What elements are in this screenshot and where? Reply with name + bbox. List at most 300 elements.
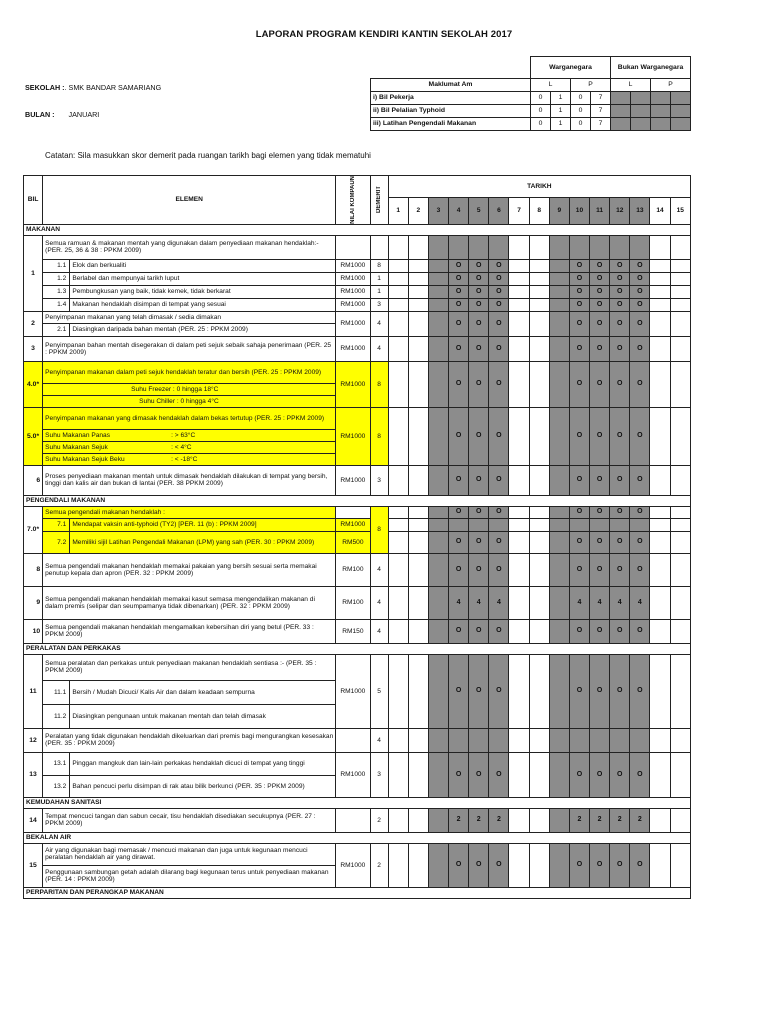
day-cell[interactable]: O <box>469 272 489 285</box>
day-cell[interactable] <box>670 506 690 518</box>
day-cell[interactable] <box>509 361 529 407</box>
day-cell[interactable]: O <box>489 506 509 518</box>
day-cell[interactable] <box>670 407 690 465</box>
day-cell[interactable]: O <box>610 843 630 887</box>
day-cell[interactable]: 2 <box>630 808 650 832</box>
day-cell[interactable] <box>650 728 670 752</box>
day-cell[interactable] <box>670 298 690 311</box>
day-cell[interactable]: O <box>569 654 589 728</box>
day-cell[interactable]: O <box>610 336 630 361</box>
day-cell[interactable]: O <box>489 654 509 728</box>
day-cell[interactable] <box>449 235 469 259</box>
day-cell[interactable]: O <box>590 336 610 361</box>
day-cell[interactable] <box>509 728 529 752</box>
day-cell[interactable]: O <box>610 465 630 495</box>
day-cell[interactable] <box>388 752 408 797</box>
day-cell[interactable]: O <box>569 619 589 643</box>
day-cell[interactable]: O <box>590 311 610 336</box>
day-cell[interactable] <box>650 531 670 553</box>
day-cell[interactable] <box>590 728 610 752</box>
day-cell[interactable] <box>549 728 569 752</box>
day-cell[interactable]: O <box>590 272 610 285</box>
day-cell[interactable]: O <box>590 506 610 518</box>
day-cell[interactable] <box>670 808 690 832</box>
day-cell[interactable] <box>509 808 529 832</box>
day-cell[interactable] <box>388 843 408 887</box>
day-cell[interactable]: O <box>449 619 469 643</box>
day-cell[interactable]: O <box>489 298 509 311</box>
day-cell[interactable] <box>428 518 448 531</box>
day-cell[interactable] <box>569 235 589 259</box>
day-cell[interactable]: O <box>449 553 469 586</box>
day-cell[interactable] <box>549 654 569 728</box>
day-cell[interactable] <box>670 285 690 298</box>
day-cell[interactable] <box>650 407 670 465</box>
day-cell[interactable]: O <box>590 531 610 553</box>
day-cell[interactable]: O <box>569 407 589 465</box>
day-cell[interactable] <box>509 531 529 553</box>
day-cell[interactable] <box>610 235 630 259</box>
day-cell[interactable] <box>509 285 529 298</box>
day-cell[interactable] <box>509 272 529 285</box>
day-cell[interactable] <box>650 298 670 311</box>
day-cell[interactable] <box>449 728 469 752</box>
day-cell[interactable]: O <box>630 272 650 285</box>
day-cell[interactable]: 4 <box>590 586 610 619</box>
day-cell[interactable] <box>388 298 408 311</box>
day-cell[interactable] <box>408 619 428 643</box>
day-cell[interactable] <box>408 272 428 285</box>
day-cell[interactable] <box>388 531 408 553</box>
day-cell[interactable] <box>489 518 509 531</box>
day-cell[interactable] <box>428 586 448 619</box>
day-cell[interactable]: O <box>449 407 469 465</box>
day-cell[interactable] <box>529 808 549 832</box>
day-cell[interactable] <box>529 465 549 495</box>
day-cell[interactable] <box>388 808 408 832</box>
day-cell[interactable]: O <box>489 285 509 298</box>
day-cell[interactable] <box>388 336 408 361</box>
day-cell[interactable]: O <box>569 336 589 361</box>
day-cell[interactable]: O <box>630 654 650 728</box>
day-cell[interactable] <box>549 586 569 619</box>
day-cell[interactable]: O <box>630 531 650 553</box>
day-cell[interactable]: O <box>569 553 589 586</box>
day-cell[interactable]: O <box>469 311 489 336</box>
day-cell[interactable] <box>549 843 569 887</box>
day-cell[interactable] <box>630 235 650 259</box>
day-cell[interactable] <box>549 553 569 586</box>
day-cell[interactable]: O <box>590 298 610 311</box>
day-cell[interactable]: 4 <box>469 586 489 619</box>
day-cell[interactable] <box>428 272 448 285</box>
day-cell[interactable]: O <box>449 311 469 336</box>
day-cell[interactable]: O <box>569 506 589 518</box>
day-cell[interactable] <box>428 506 448 518</box>
day-cell[interactable] <box>408 311 428 336</box>
day-cell[interactable] <box>670 259 690 272</box>
day-cell[interactable] <box>670 728 690 752</box>
day-cell[interactable] <box>650 235 670 259</box>
day-cell[interactable] <box>590 235 610 259</box>
day-cell[interactable]: O <box>469 336 489 361</box>
day-cell[interactable] <box>650 752 670 797</box>
day-cell[interactable] <box>428 531 448 553</box>
day-cell[interactable]: 2 <box>610 808 630 832</box>
day-cell[interactable] <box>388 259 408 272</box>
day-cell[interactable] <box>408 654 428 728</box>
day-cell[interactable] <box>670 336 690 361</box>
day-cell[interactable]: O <box>610 407 630 465</box>
day-cell[interactable] <box>650 361 670 407</box>
day-cell[interactable]: 2 <box>489 808 509 832</box>
day-cell[interactable]: O <box>569 531 589 553</box>
day-cell[interactable] <box>670 272 690 285</box>
day-cell[interactable] <box>529 728 549 752</box>
day-cell[interactable] <box>569 728 589 752</box>
day-cell[interactable] <box>509 843 529 887</box>
day-cell[interactable] <box>408 506 428 518</box>
day-cell[interactable] <box>549 506 569 518</box>
day-cell[interactable]: 4 <box>449 586 469 619</box>
day-cell[interactable]: O <box>569 285 589 298</box>
day-cell[interactable] <box>449 518 469 531</box>
day-cell[interactable] <box>388 311 408 336</box>
day-cell[interactable]: O <box>610 298 630 311</box>
day-cell[interactable] <box>650 285 670 298</box>
day-cell[interactable]: 2 <box>469 808 489 832</box>
day-cell[interactable] <box>610 518 630 531</box>
day-cell[interactable] <box>650 311 670 336</box>
day-cell[interactable] <box>670 843 690 887</box>
day-cell[interactable] <box>408 407 428 465</box>
day-cell[interactable] <box>650 808 670 832</box>
day-cell[interactable] <box>408 298 428 311</box>
day-cell[interactable]: O <box>569 272 589 285</box>
day-cell[interactable]: 4 <box>630 586 650 619</box>
day-cell[interactable] <box>630 728 650 752</box>
day-cell[interactable] <box>509 407 529 465</box>
day-cell[interactable] <box>549 285 569 298</box>
day-cell[interactable]: O <box>610 553 630 586</box>
day-cell[interactable]: O <box>590 259 610 272</box>
day-cell[interactable] <box>509 619 529 643</box>
day-cell[interactable] <box>529 259 549 272</box>
day-cell[interactable] <box>388 728 408 752</box>
day-cell[interactable] <box>650 654 670 728</box>
day-cell[interactable]: O <box>610 361 630 407</box>
day-cell[interactable]: O <box>469 619 489 643</box>
day-cell[interactable] <box>428 361 448 407</box>
day-cell[interactable] <box>549 235 569 259</box>
day-cell[interactable]: 2 <box>569 808 589 832</box>
day-cell[interactable]: 4 <box>569 586 589 619</box>
day-cell[interactable]: O <box>449 272 469 285</box>
day-cell[interactable]: O <box>489 336 509 361</box>
day-cell[interactable]: O <box>469 407 489 465</box>
day-cell[interactable] <box>428 336 448 361</box>
day-cell[interactable] <box>650 259 670 272</box>
day-cell[interactable] <box>650 272 670 285</box>
day-cell[interactable] <box>469 235 489 259</box>
day-cell[interactable] <box>509 553 529 586</box>
day-cell[interactable] <box>509 752 529 797</box>
day-cell[interactable] <box>650 843 670 887</box>
day-cell[interactable] <box>529 654 549 728</box>
day-cell[interactable]: O <box>590 465 610 495</box>
day-cell[interactable] <box>469 518 489 531</box>
day-cell[interactable] <box>428 728 448 752</box>
day-cell[interactable] <box>529 407 549 465</box>
day-cell[interactable]: O <box>489 843 509 887</box>
day-cell[interactable] <box>529 506 549 518</box>
day-cell[interactable]: O <box>569 259 589 272</box>
day-cell[interactable]: O <box>630 506 650 518</box>
day-cell[interactable] <box>388 654 408 728</box>
day-cell[interactable]: O <box>449 298 469 311</box>
day-cell[interactable] <box>529 752 549 797</box>
day-cell[interactable] <box>529 272 549 285</box>
day-cell[interactable] <box>509 654 529 728</box>
day-cell[interactable] <box>388 285 408 298</box>
day-cell[interactable] <box>529 586 549 619</box>
day-cell[interactable] <box>529 235 549 259</box>
day-cell[interactable] <box>670 361 690 407</box>
day-cell[interactable]: 4 <box>610 586 630 619</box>
day-cell[interactable]: O <box>630 285 650 298</box>
day-cell[interactable] <box>670 752 690 797</box>
day-cell[interactable]: O <box>630 259 650 272</box>
day-cell[interactable] <box>549 619 569 643</box>
day-cell[interactable] <box>388 619 408 643</box>
day-cell[interactable]: O <box>469 259 489 272</box>
day-cell[interactable]: 4 <box>489 586 509 619</box>
day-cell[interactable]: O <box>610 259 630 272</box>
day-cell[interactable] <box>428 259 448 272</box>
day-cell[interactable] <box>549 407 569 465</box>
day-cell[interactable]: O <box>489 311 509 336</box>
day-cell[interactable] <box>428 298 448 311</box>
day-cell[interactable]: O <box>469 843 489 887</box>
day-cell[interactable] <box>408 586 428 619</box>
day-cell[interactable] <box>388 407 408 465</box>
day-cell[interactable]: O <box>630 553 650 586</box>
day-cell[interactable]: O <box>590 843 610 887</box>
day-cell[interactable] <box>650 553 670 586</box>
day-cell[interactable] <box>670 518 690 531</box>
day-cell[interactable] <box>408 518 428 531</box>
day-cell[interactable] <box>428 465 448 495</box>
day-cell[interactable] <box>529 285 549 298</box>
day-cell[interactable]: O <box>630 465 650 495</box>
day-cell[interactable] <box>670 311 690 336</box>
day-cell[interactable] <box>408 843 428 887</box>
day-cell[interactable] <box>569 518 589 531</box>
day-cell[interactable] <box>650 336 670 361</box>
day-cell[interactable] <box>650 506 670 518</box>
day-cell[interactable]: O <box>449 336 469 361</box>
day-cell[interactable] <box>529 518 549 531</box>
day-cell[interactable]: O <box>569 843 589 887</box>
day-cell[interactable]: O <box>469 361 489 407</box>
day-cell[interactable]: O <box>630 843 650 887</box>
day-cell[interactable] <box>428 311 448 336</box>
day-cell[interactable]: O <box>569 752 589 797</box>
day-cell[interactable]: O <box>610 506 630 518</box>
day-cell[interactable]: O <box>469 531 489 553</box>
day-cell[interactable]: O <box>489 531 509 553</box>
day-cell[interactable]: O <box>449 285 469 298</box>
day-cell[interactable] <box>610 728 630 752</box>
day-cell[interactable] <box>529 298 549 311</box>
day-cell[interactable]: O <box>569 465 589 495</box>
day-cell[interactable] <box>428 619 448 643</box>
day-cell[interactable] <box>388 361 408 407</box>
day-cell[interactable]: 2 <box>449 808 469 832</box>
day-cell[interactable]: O <box>630 407 650 465</box>
day-cell[interactable]: O <box>590 654 610 728</box>
day-cell[interactable] <box>428 407 448 465</box>
day-cell[interactable] <box>428 235 448 259</box>
day-cell[interactable] <box>529 311 549 336</box>
day-cell[interactable] <box>408 336 428 361</box>
day-cell[interactable] <box>670 465 690 495</box>
day-cell[interactable]: O <box>469 553 489 586</box>
day-cell[interactable] <box>509 336 529 361</box>
day-cell[interactable] <box>549 311 569 336</box>
day-cell[interactable] <box>509 586 529 619</box>
day-cell[interactable]: O <box>449 361 469 407</box>
day-cell[interactable]: O <box>489 619 509 643</box>
day-cell[interactable] <box>650 465 670 495</box>
day-cell[interactable]: O <box>610 311 630 336</box>
day-cell[interactable]: O <box>469 506 489 518</box>
day-cell[interactable] <box>388 272 408 285</box>
day-cell[interactable] <box>509 259 529 272</box>
day-cell[interactable]: O <box>590 752 610 797</box>
day-cell[interactable] <box>650 619 670 643</box>
day-cell[interactable] <box>529 619 549 643</box>
day-cell[interactable] <box>388 586 408 619</box>
day-cell[interactable] <box>630 518 650 531</box>
day-cell[interactable] <box>529 336 549 361</box>
day-cell[interactable] <box>408 531 428 553</box>
day-cell[interactable] <box>489 235 509 259</box>
day-cell[interactable] <box>408 553 428 586</box>
day-cell[interactable]: O <box>630 298 650 311</box>
day-cell[interactable] <box>549 752 569 797</box>
day-cell[interactable] <box>408 728 428 752</box>
day-cell[interactable] <box>428 285 448 298</box>
day-cell[interactable]: O <box>569 311 589 336</box>
day-cell[interactable]: O <box>469 465 489 495</box>
day-cell[interactable]: O <box>489 752 509 797</box>
day-cell[interactable] <box>509 465 529 495</box>
day-cell[interactable] <box>549 465 569 495</box>
day-cell[interactable] <box>549 336 569 361</box>
day-cell[interactable]: O <box>449 531 469 553</box>
day-cell[interactable]: O <box>569 361 589 407</box>
day-cell[interactable] <box>428 808 448 832</box>
day-cell[interactable]: O <box>449 654 469 728</box>
day-cell[interactable]: O <box>590 361 610 407</box>
day-cell[interactable] <box>670 654 690 728</box>
day-cell[interactable] <box>388 518 408 531</box>
day-cell[interactable]: O <box>469 298 489 311</box>
day-cell[interactable] <box>529 843 549 887</box>
day-cell[interactable] <box>549 298 569 311</box>
day-cell[interactable]: O <box>449 506 469 518</box>
day-cell[interactable]: O <box>469 285 489 298</box>
day-cell[interactable] <box>549 531 569 553</box>
day-cell[interactable]: O <box>449 259 469 272</box>
day-cell[interactable] <box>489 728 509 752</box>
day-cell[interactable] <box>549 259 569 272</box>
day-cell[interactable] <box>469 728 489 752</box>
day-cell[interactable]: O <box>630 361 650 407</box>
day-cell[interactable] <box>650 518 670 531</box>
day-cell[interactable]: O <box>449 752 469 797</box>
day-cell[interactable]: O <box>610 272 630 285</box>
day-cell[interactable] <box>509 518 529 531</box>
day-cell[interactable]: O <box>590 285 610 298</box>
day-cell[interactable] <box>509 298 529 311</box>
day-cell[interactable]: O <box>610 619 630 643</box>
day-cell[interactable] <box>670 619 690 643</box>
day-cell[interactable]: O <box>469 752 489 797</box>
day-cell[interactable]: O <box>489 272 509 285</box>
day-cell[interactable]: O <box>630 336 650 361</box>
day-cell[interactable]: O <box>590 553 610 586</box>
day-cell[interactable] <box>590 518 610 531</box>
day-cell[interactable]: O <box>469 654 489 728</box>
day-cell[interactable] <box>670 235 690 259</box>
day-cell[interactable]: O <box>630 752 650 797</box>
day-cell[interactable] <box>408 808 428 832</box>
day-cell[interactable] <box>388 506 408 518</box>
day-cell[interactable]: O <box>630 311 650 336</box>
day-cell[interactable]: O <box>569 298 589 311</box>
day-cell[interactable] <box>388 465 408 495</box>
day-cell[interactable] <box>428 654 448 728</box>
day-cell[interactable] <box>408 752 428 797</box>
day-cell[interactable] <box>670 586 690 619</box>
day-cell[interactable] <box>549 272 569 285</box>
day-cell[interactable] <box>549 518 569 531</box>
day-cell[interactable]: O <box>610 285 630 298</box>
day-cell[interactable] <box>408 235 428 259</box>
day-cell[interactable] <box>509 235 529 259</box>
day-cell[interactable]: O <box>610 531 630 553</box>
day-cell[interactable] <box>529 531 549 553</box>
day-cell[interactable] <box>428 752 448 797</box>
day-cell[interactable]: O <box>489 361 509 407</box>
day-cell[interactable] <box>388 553 408 586</box>
day-cell[interactable]: O <box>590 619 610 643</box>
day-cell[interactable] <box>428 553 448 586</box>
day-cell[interactable]: O <box>590 407 610 465</box>
day-cell[interactable]: O <box>489 407 509 465</box>
day-cell[interactable] <box>408 285 428 298</box>
day-cell[interactable] <box>509 506 529 518</box>
day-cell[interactable]: O <box>489 465 509 495</box>
day-cell[interactable] <box>549 808 569 832</box>
day-cell[interactable]: O <box>449 465 469 495</box>
day-cell[interactable] <box>428 843 448 887</box>
day-cell[interactable]: O <box>610 654 630 728</box>
day-cell[interactable] <box>549 361 569 407</box>
day-cell[interactable] <box>388 235 408 259</box>
